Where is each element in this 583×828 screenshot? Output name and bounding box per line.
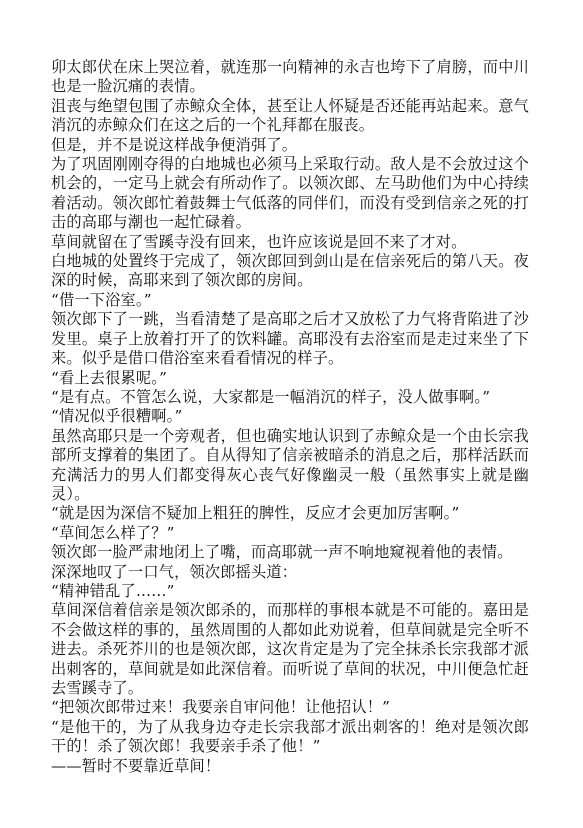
paragraph: 深深地叹了一口气，领次郎摇头道： bbox=[51, 562, 298, 581]
paragraph: ——暂时不要靠近草间！ bbox=[51, 756, 221, 775]
dialogue-line: “是他干的，为了从我身边夺走长宗我部才派出刺客的！绝对是领次郎干的！杀了领次郎！我要亲手杀了他！” bbox=[51, 717, 529, 756]
paragraph: 领次郎一脸严肃地闭上了嘴，而高耶就一声不响地窥视着他的表情。 bbox=[51, 543, 513, 562]
dialogue-line: “借一下浴室。” bbox=[51, 290, 152, 309]
paragraph: 但是，并不是说这样战争便消弭了。 bbox=[51, 135, 298, 154]
dialogue-line: “是有点。不管怎么说，大家都是一幅消沉的样子，没人做事啊。” bbox=[51, 387, 491, 406]
dialogue-line: “就是因为深信不疑加上粗狂的脾性，反应才会更加厉害啊。” bbox=[51, 504, 460, 523]
dialogue-line: “看上去很累呢。” bbox=[51, 368, 168, 387]
dialogue-line: “把领次郎带过来！我要亲自审问他！让他招认！” bbox=[51, 698, 391, 717]
paragraph: 沮丧与绝望包围了赤鲸众全体，甚至让人怀疑是否还能再站起来。意气消沉的赤鲸众们在这之后的一个礼拜都在服丧。 bbox=[51, 96, 529, 135]
novel-page bbox=[51, 58, 529, 776]
paragraph: 领次郎下了一跳，当看清楚了是高耶之后才又放松了力气将背陷进了沙发里。桌子上放着打开了的饮料罐。高耶没有去浴室而是走过来坐了下来。似乎是借口借浴室来看看情况的样子。 bbox=[51, 310, 529, 368]
paragraph: 草间就留在了雪蹊寺没有回来，也许应该说是回不来了才对。 bbox=[51, 232, 467, 251]
dialogue-line: “情况似乎很糟啊。” bbox=[51, 407, 183, 426]
paragraph: 为了巩固刚刚夺得的白地城也必须马上采取行动。敌人是不会放过这个机会的，一定马上就会有所动作了。以领次郎、左马助他们为中心持续着活动。领次郎忙着鼓舞士气低落的同伴们，而没有受到信亲之死的打击的高耶与潮也一起忙碌着。 bbox=[51, 155, 529, 232]
paragraph: 卯太郎伏在床上哭泣着，就连那一向精神的永吉也垮下了肩膀，而中川也是一脸沉痛的表情。 bbox=[51, 58, 529, 96]
dialogue-line: “草间怎么样了？” bbox=[51, 523, 175, 542]
paragraph: 草间深信着信亲是领次郎杀的，而那样的事根本就是不可能的。嘉田是不会做这样的事的，虽然周围的人都如此劝说着，但草间就是完全听不进去。杀死芥川的也是领次郎，这次肯定是为了完全抹杀长宗我部才派出刺客的，草间就是如此深信着。而听说了草间的状况，中川便急忙赶去雪蹊寺了。 bbox=[51, 601, 529, 697]
paragraph: 虽然高耶只是一个旁观者，但也确实地认识到了赤鲸众是一个由长宗我部所支撑着的集团了。自从得知了信亲被暗杀的消息之后，那样活跃而充满活力的男人们都变得灰心丧气好像幽灵一般（虽然事实上就是幽灵）。 bbox=[51, 426, 529, 503]
dialogue-line: “精神错乱了……” bbox=[51, 581, 175, 600]
paragraph: 白地城的处置终于完成了，领次郎回到剑山是在信亲死后的第八天。夜深的时候，高耶来到了领次郎的房间。 bbox=[51, 252, 529, 290]
